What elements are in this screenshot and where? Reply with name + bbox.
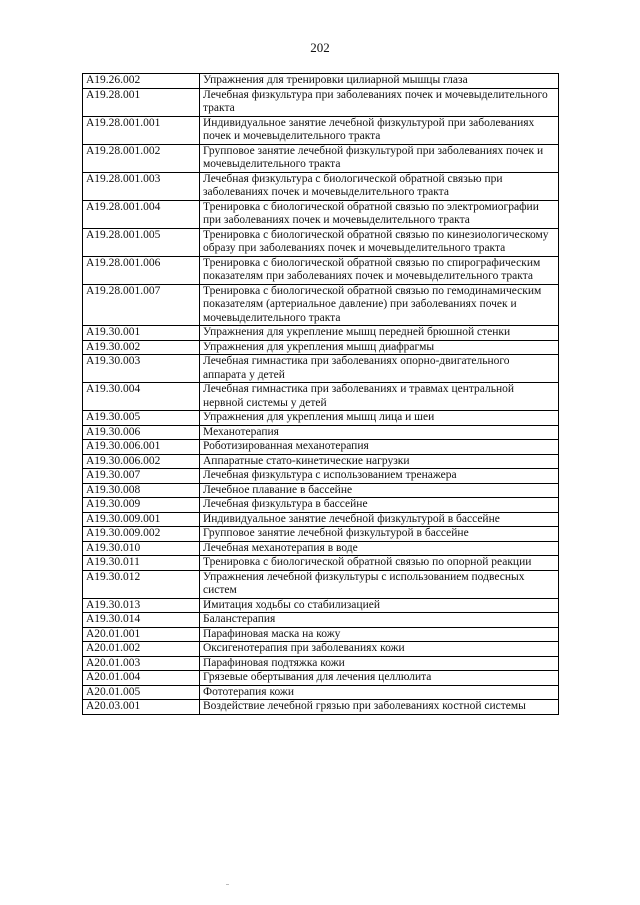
- service-code-cell: A19.30.008: [83, 483, 200, 498]
- table-row: [83, 425, 559, 440]
- service-code-cell: A19.30.002: [83, 340, 200, 355]
- service-name-cell: Баланстерапия: [200, 613, 559, 628]
- service-code-cell: A19.30.012: [83, 570, 200, 598]
- service-name-cell: Тренировка с биологической обратной связью по электромиографии при заболеваниях почек и мочевыделительного тракта: [200, 200, 559, 228]
- service-code-cell: A19.28.001.001: [83, 116, 200, 144]
- table-row: [83, 326, 559, 341]
- table-row: [83, 116, 559, 144]
- service-code-cell: A19.28.001: [83, 88, 200, 116]
- table-row: [83, 598, 559, 613]
- table-row: [83, 88, 559, 116]
- service-code-cell: A19.28.001.006: [83, 256, 200, 284]
- service-code-cell: A19.28.001.002: [83, 144, 200, 172]
- service-code-cell: A19.30.006.002: [83, 454, 200, 469]
- service-code-cell: A19.30.009: [83, 498, 200, 513]
- service-name-cell: Групповое занятие лечебной физкультурой при заболеваниях почек и мочевыделительного тракта: [200, 144, 559, 172]
- service-code-cell: A19.30.005: [83, 411, 200, 426]
- page-number: 202: [310, 40, 330, 55]
- service-name-cell: Лечебная физкультура в бассейне: [200, 498, 559, 513]
- service-code-cell: A19.30.009.001: [83, 512, 200, 527]
- table-row: [83, 512, 559, 527]
- table-row: [83, 411, 559, 426]
- service-name-cell: Фототерапия кожи: [200, 685, 559, 700]
- table-row: [83, 440, 559, 455]
- table-row: [83, 483, 559, 498]
- table-row: [83, 383, 559, 411]
- service-name-cell: Роботизированная механотерапия: [200, 440, 559, 455]
- service-code-cell: A20.01.004: [83, 671, 200, 686]
- service-name-cell: Упражнения лечебной физкультуры с использованием подвесных систем: [200, 570, 559, 598]
- scan-mark: [226, 884, 229, 885]
- procedure-codes-table: [82, 73, 559, 715]
- table-row: [83, 172, 559, 200]
- table-row: [83, 200, 559, 228]
- service-code-cell: A19.28.001.007: [83, 284, 200, 326]
- service-name-cell: Парафиновая маска на кожу: [200, 627, 559, 642]
- table-row: [83, 671, 559, 686]
- service-name-cell: Тренировка с биологической обратной связью по опорной реакции: [200, 556, 559, 571]
- service-name-cell: Лечебное плавание в бассейне: [200, 483, 559, 498]
- service-code-cell: A19.30.007: [83, 469, 200, 484]
- service-name-cell: Лечебная гимнастика при заболеваниях опорно-двигательного аппарата у детей: [200, 355, 559, 383]
- table-row: [83, 541, 559, 556]
- table-row: [83, 498, 559, 513]
- service-name-cell: Парафиновая подтяжка кожи: [200, 656, 559, 671]
- service-name-cell: Упражнения для укрепление мышц передней брюшной стенки: [200, 326, 559, 341]
- service-name-cell: Лечебная механотерапия в воде: [200, 541, 559, 556]
- service-name-cell: Лечебная физкультура с использованием тренажера: [200, 469, 559, 484]
- service-code-cell: A19.30.006.001: [83, 440, 200, 455]
- table-row: [83, 556, 559, 571]
- service-code-cell: A19.28.001.003: [83, 172, 200, 200]
- service-code-cell: A19.30.010: [83, 541, 200, 556]
- table-row: [83, 656, 559, 671]
- service-name-cell: Упражнения для тренировки цилиарной мышцы глаза: [200, 74, 559, 89]
- service-code-cell: A19.30.006: [83, 425, 200, 440]
- service-code-cell: A20.03.001: [83, 700, 200, 715]
- table-row: [83, 700, 559, 715]
- service-code-cell: A20.01.005: [83, 685, 200, 700]
- service-code-cell: A19.30.001: [83, 326, 200, 341]
- table-row: [83, 469, 559, 484]
- service-name-cell: Лечебная физкультура с биологической обратной связью при заболеваниях почек и мочевыделительного тракта: [200, 172, 559, 200]
- service-code-cell: A19.30.003: [83, 355, 200, 383]
- service-name-cell: Индивидуальное занятие лечебной физкультурой при заболеваниях почек и мочевыделительного тракта: [200, 116, 559, 144]
- table-row: [83, 340, 559, 355]
- table-body: [83, 74, 559, 715]
- service-code-cell: A20.01.003: [83, 656, 200, 671]
- table-row: [83, 144, 559, 172]
- service-name-cell: Имитация ходьбы со стабилизацией: [200, 598, 559, 613]
- table-row: [83, 642, 559, 657]
- service-code-cell: A19.30.011: [83, 556, 200, 571]
- service-code-cell: A19.30.013: [83, 598, 200, 613]
- table-row: [83, 256, 559, 284]
- service-name-cell: Тренировка с биологической обратной связью по гемодинамическим показателям (артериальное давление) при заболеваниях почек и мочевыделительного тракта: [200, 284, 559, 326]
- service-name-cell: Аппаратные стато-кинетические нагрузки: [200, 454, 559, 469]
- service-name-cell: Упражнения для укрепления мышц лица и шеи: [200, 411, 559, 426]
- table-row: [83, 284, 559, 326]
- service-name-cell: Тренировка с биологической обратной связью по кинезиологическому образу при заболеваниях почек и мочевыделительного тракта: [200, 228, 559, 256]
- table-row: [83, 228, 559, 256]
- service-code-cell: A19.28.001.004: [83, 200, 200, 228]
- service-name-cell: Механотерапия: [200, 425, 559, 440]
- service-name-cell: Тренировка с биологической обратной связью по спирографическим показателям при заболеваниях почек и мочевыделительного тракта: [200, 256, 559, 284]
- service-code-cell: A20.01.001: [83, 627, 200, 642]
- service-code-cell: A19.30.004: [83, 383, 200, 411]
- table-row: [83, 74, 559, 89]
- table-row: [83, 685, 559, 700]
- table-row: [83, 527, 559, 542]
- table-row: [83, 355, 559, 383]
- service-code-cell: A19.28.001.005: [83, 228, 200, 256]
- service-name-cell: Лечебная гимнастика при заболеваниях и травмах центральной нервной системы у детей: [200, 383, 559, 411]
- service-code-cell: A19.30.009.002: [83, 527, 200, 542]
- table-row: [83, 454, 559, 469]
- service-name-cell: Упражнения для укрепления мышц диафрагмы: [200, 340, 559, 355]
- service-name-cell: Групповое занятие лечебной физкультурой в бассейне: [200, 527, 559, 542]
- table-row: [83, 613, 559, 628]
- service-code-cell: A19.30.014: [83, 613, 200, 628]
- service-name-cell: Грязевые обертывания для лечения целлюлита: [200, 671, 559, 686]
- service-code-cell: A19.26.002: [83, 74, 200, 89]
- service-name-cell: Индивидуальное занятие лечебной физкультурой в бассейне: [200, 512, 559, 527]
- service-code-cell: A20.01.002: [83, 642, 200, 657]
- table-row: [83, 627, 559, 642]
- service-name-cell: Воздействие лечебной грязью при заболеваниях костной системы: [200, 700, 559, 715]
- service-name-cell: Лечебная физкультура при заболеваниях почек и мочевыделительного тракта: [200, 88, 559, 116]
- service-name-cell: Оксигенотерапия при заболеваниях кожи: [200, 642, 559, 657]
- table-row: [83, 570, 559, 598]
